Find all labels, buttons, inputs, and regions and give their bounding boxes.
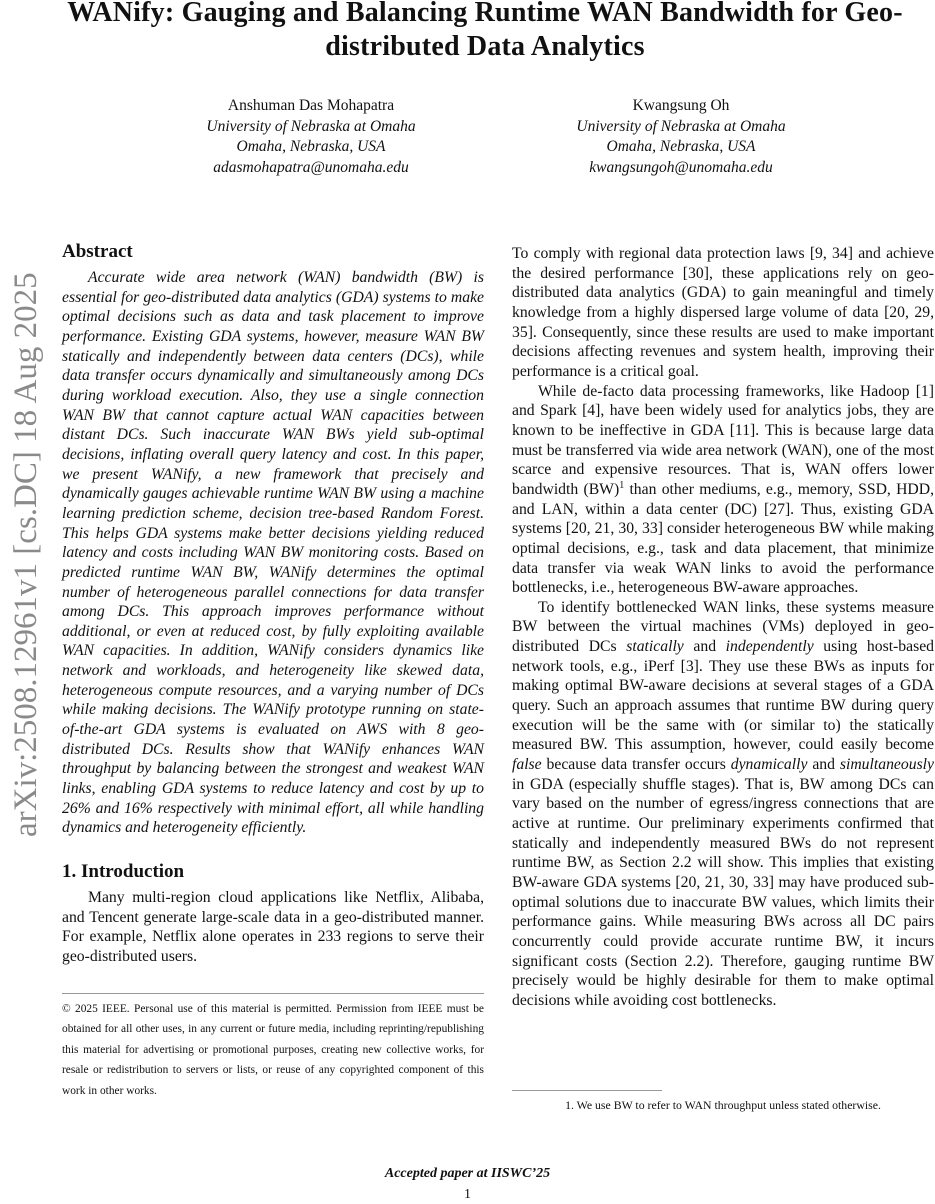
author-affiliation: University of Nebraska at Omaha bbox=[206, 117, 416, 135]
copyright-divider bbox=[62, 993, 484, 994]
abstract-text: Accurate wide area network (WAN) bandwidth (BW) is essential for geo-distributed data analytics (GDA) systems to make optimal decisions such as data and task placement to improve performance. Existing GDA systems, however, measure WAN BW statically and independently between data centers (DCs), while data transfer occurs dynamically and simultaneously among DCs during workload execution. Also, they use a single connection WAN BW that cannot capture actual WAN capacities between distant DCs. Such inaccurate WAN BWs yield sub-optimal decisions, inflating overall query latency and cost. In this paper, we present WANify, a new framework that precisely and dynamically gauges achievable runtime WAN BW using a machine learning prediction scheme, decision tree-based Random Forest. This helps GDA systems make better decisions yielding reduced latency and costs including WAN BW monitoring costs. Based on predicted runtime WAN BW, WANify determines the optimal number of heterogeneous parallel connections for data transfer among DCs. This approach improves performance without additional, or even at reduced cost, by fully exploiting available WAN capacities. In addition, WANify considers dynamics like network and workloads, and heterogeneity like skewed data, heterogeneous compute resources, and a varying number of DCs while making decisions. The WANify prototype running on state-of-the-art GDA systems is evaluated on AWS with 8 geo-distributed DCs. Results show that WANify enhances WAN throughput by balancing between the strongest and weakest WAN links, enabling GDA systems to reduce latency and cost by up to 26% and 16% respectively with minimal effort, all while handling dynamics and heterogeneity efficiently. bbox=[62, 269, 484, 837]
venue-footer: Accepted paper at IISWC’25 bbox=[384, 1166, 551, 1181]
author-block-2 bbox=[516, 96, 846, 178]
intro-paragraph-2: While de-facto data processing frameworks, like Hadoop [1] and Spark [4], have been widely used for analytics jobs, they are known to be ineffective in GDA [11]. This is because large data must be transferred via wide area network (WAN), one of the most scarce and expensive resources. That is, WAN offers lower bandwidth (BW)$^1$ than other mediums, e.g., memory, SSD, HDD, and LAN, within a data center (DC) [27]. Thus, existing GDA systems [20, 21, 30, 33] consider heterogeneous BW while making optimal decisions, e.g., task and data placement, that minimize data transfer via weak WAN links to avoid the performance bottlenecks, i.e., heterogeneous BW-aware approaches. bbox=[512, 382, 934, 597]
author-block-1 bbox=[146, 96, 476, 178]
left-column bbox=[62, 240, 484, 967]
author-affiliation: University of Nebraska at Omaha bbox=[576, 117, 786, 135]
author-email: kwangsungoh@unomaha.edu bbox=[589, 158, 773, 176]
arxiv-identifier: arXiv:2508.12961v1 [cs.DC] 18 Aug 2025 bbox=[8, 272, 44, 838]
author-location: Omaha, Nebraska, USA bbox=[606, 138, 756, 155]
intro-paragraph-3: To identify bottlenecked WAN links, these systems measure BW between the virtual machines (VMs) deployed in geo-distributed DCs statically and independently using host-based network tools, e.g., iPerf [3]. They use these BWs as inputs for making optimal BW-aware decisions at several stages of a GDA query. Such an approach assumes that runtime BW during query execution will be the same with (or similar to) the statically measured BW. This assumption, however, could easily become false because data transfer occurs dynamically and simultaneously in GDA (especially shuffle stages). That is, BW among DCs can vary based on the number of egress/ingress connections that are active at runtime. Our preliminary experiments confirmed that statically and independently measured BWs do not represent runtime BW, as Section 2.2 will show. This implies that existing BW-aware GDA systems [20, 21, 30, 33] may have produced sub-optimal solutions due to inaccurate BW values, which limits their performance gains. While measuring BWs across all DC pairs concurrently could provide accurate runtime BW, it incurs significant costs (Section 2.2). Therefore, gauging runtime BW precisely would be highly desirable for them to make optimal decisions while avoiding cost bottlenecks. bbox=[512, 598, 935, 1009]
paper-title: WANify: Gauging and Balancing Runtime WAN Bandwidth for Geo-distributed Data Analytics bbox=[67, 0, 903, 62]
footnote-marker: 1 bbox=[619, 479, 625, 491]
intro-paragraph-1-continued: To comply with regional data protection laws [9, 34] and achieve the desired performance [30], these applications rely on geo-distributed data analytics (GDA) to gain meaningful and timely knowledge from a highly dispersed large volume of data [20, 29, 35]. Consequently, since these results are used to make important decisions affecting revenues and system health, improving their performance is a critical goal. bbox=[512, 245, 934, 380]
author-name: Kwangsung Oh bbox=[632, 97, 730, 114]
copyright-notice: © 2025 IEEE. Personal use of this material is permitted. Permission from IEEE must be obtained for all other uses, in any current or future media, including reprinting/republishing this material for advertising or promotional purposes, creating new collective works, for resale or redistribution to servers or lists, or reuse of any copyrighted component of this work in other works. bbox=[62, 1003, 484, 1097]
author-location: Omaha, Nebraska, USA bbox=[236, 138, 386, 155]
author-email: adasmohapatra@unomaha.edu bbox=[213, 158, 409, 176]
right-column bbox=[512, 244, 934, 1011]
footnote-divider bbox=[512, 1090, 662, 1091]
page-number: 1 bbox=[464, 1187, 471, 1202]
abstract-heading: Abstract bbox=[62, 241, 133, 262]
footnote: 1. We use BW to refer to WAN throughput unless stated otherwise. bbox=[565, 1098, 881, 1112]
intro-paragraph-1: Many multi-region cloud applications like Netflix, Alibaba, and Tencent generate large-scale data in a geo-distributed manner. For example, Netflix alone operates in 233 regions to serve their geo-distributed users. bbox=[62, 889, 484, 965]
introduction-heading: 1. Introduction bbox=[62, 861, 185, 883]
author-name: Anshuman Das Mohapatra bbox=[227, 97, 395, 114]
